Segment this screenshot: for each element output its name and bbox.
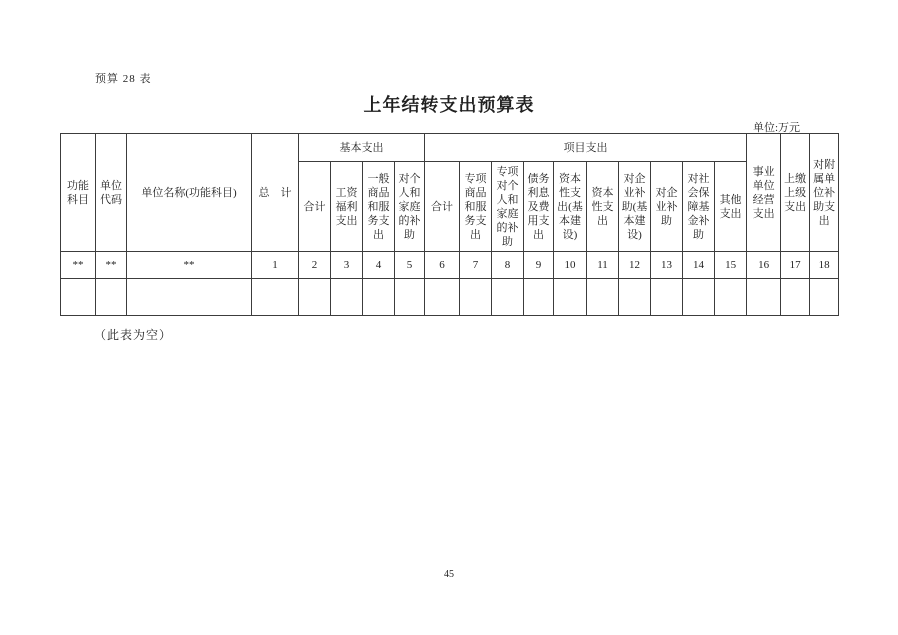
index-cell: 7 xyxy=(460,252,492,279)
header-special-individual-family-subsidy: 专项对个人和家庭的补助 xyxy=(492,162,524,252)
header-group-row xyxy=(61,134,839,162)
page-number: 45 xyxy=(444,569,454,580)
index-cell: 16 xyxy=(747,252,781,279)
empty-data-row xyxy=(61,279,839,316)
empty-data-cell xyxy=(524,279,554,316)
empty-table-note: （此表为空） xyxy=(94,328,173,342)
empty-data-cell xyxy=(252,279,299,316)
header-unit-name: 单位名称(功能科目) xyxy=(127,134,252,252)
empty-data-cell xyxy=(460,279,492,316)
index-cell: 17 xyxy=(781,252,810,279)
header-individual-family-subsidy: 对个人和家庭的补助 xyxy=(395,162,425,252)
index-cell: 6 xyxy=(425,252,460,279)
empty-data-cell xyxy=(395,279,425,316)
empty-data-cell xyxy=(363,279,395,316)
empty-data-cell xyxy=(781,279,810,316)
header-social-security-fund-subsidy: 对社会保障基金补助 xyxy=(683,162,715,252)
header-enterprise-subsidy: 对企业补助 xyxy=(651,162,683,252)
unit-note: 单位:万元 xyxy=(753,122,801,134)
index-cell: 1 xyxy=(252,252,299,279)
index-cell: 9 xyxy=(524,252,554,279)
column-index-row xyxy=(61,252,839,279)
index-cell: 11 xyxy=(587,252,619,279)
empty-data-cell xyxy=(96,279,127,316)
index-cell: 13 xyxy=(651,252,683,279)
empty-data-cell xyxy=(492,279,524,316)
header-subsidiary-subsidy-expenditure: 对附属单位补助支出 xyxy=(810,134,839,252)
header-enterprise-subsidy-capital-construction: 对企业补助(基本建设) xyxy=(619,162,651,252)
header-special-goods-services-expenditure: 专项商品和服务支出 xyxy=(460,162,492,252)
index-cell: 12 xyxy=(619,252,651,279)
header-other-expenditure: 其他支出 xyxy=(715,162,747,252)
empty-data-cell xyxy=(127,279,252,316)
index-cell: 3 xyxy=(331,252,363,279)
empty-data-cell xyxy=(587,279,619,316)
empty-data-cell xyxy=(331,279,363,316)
empty-data-cell xyxy=(715,279,747,316)
index-cell: 8 xyxy=(492,252,524,279)
empty-data-cell xyxy=(651,279,683,316)
index-cell: 2 xyxy=(299,252,331,279)
header-function-subject: 功能科目 xyxy=(61,134,96,252)
header-grand-total: 总 计 xyxy=(252,134,299,252)
header-capital-expenditure-capital-construction: 资本性支出(基本建设) xyxy=(554,162,587,252)
empty-data-cell xyxy=(299,279,331,316)
index-cell: 5 xyxy=(395,252,425,279)
header-capital-expenditure: 资本性支出 xyxy=(587,162,619,252)
page-title: 上年结转支出预算表 xyxy=(363,95,535,115)
header-general-goods-services-expenditure: 一般商品和服务支出 xyxy=(363,162,395,252)
index-cell: 10 xyxy=(554,252,587,279)
header-project-subtotal: 合计 xyxy=(425,162,460,252)
header-unit-code: 单位代码 xyxy=(96,134,127,252)
empty-data-cell xyxy=(619,279,651,316)
budget-table xyxy=(60,133,839,316)
header-wage-welfare-expenditure: 工资福利支出 xyxy=(331,162,363,252)
index-cell: ** xyxy=(61,252,96,279)
header-upper-level-remittance-expenditure: 上缴上级支出 xyxy=(781,134,810,252)
empty-data-cell xyxy=(683,279,715,316)
empty-data-cell xyxy=(554,279,587,316)
empty-data-cell xyxy=(810,279,839,316)
index-cell: ** xyxy=(96,252,127,279)
empty-data-cell xyxy=(61,279,96,316)
index-cell: 4 xyxy=(363,252,395,279)
group-header-project-expenditure: 项目支出 xyxy=(425,134,747,162)
index-cell: 14 xyxy=(683,252,715,279)
header-business-unit-operating-expenditure: 事业单位经营支出 xyxy=(747,134,781,252)
index-cell: ** xyxy=(127,252,252,279)
index-cell: 15 xyxy=(715,252,747,279)
table-number-label: 预算 28 表 xyxy=(95,73,152,85)
empty-data-cell xyxy=(425,279,460,316)
header-debt-interest-fees-expenditure: 债务利息及费用支出 xyxy=(524,162,554,252)
header-basic-subtotal: 合计 xyxy=(299,162,331,252)
group-header-basic-expenditure: 基本支出 xyxy=(299,134,425,162)
empty-data-cell xyxy=(747,279,781,316)
index-cell: 18 xyxy=(810,252,839,279)
